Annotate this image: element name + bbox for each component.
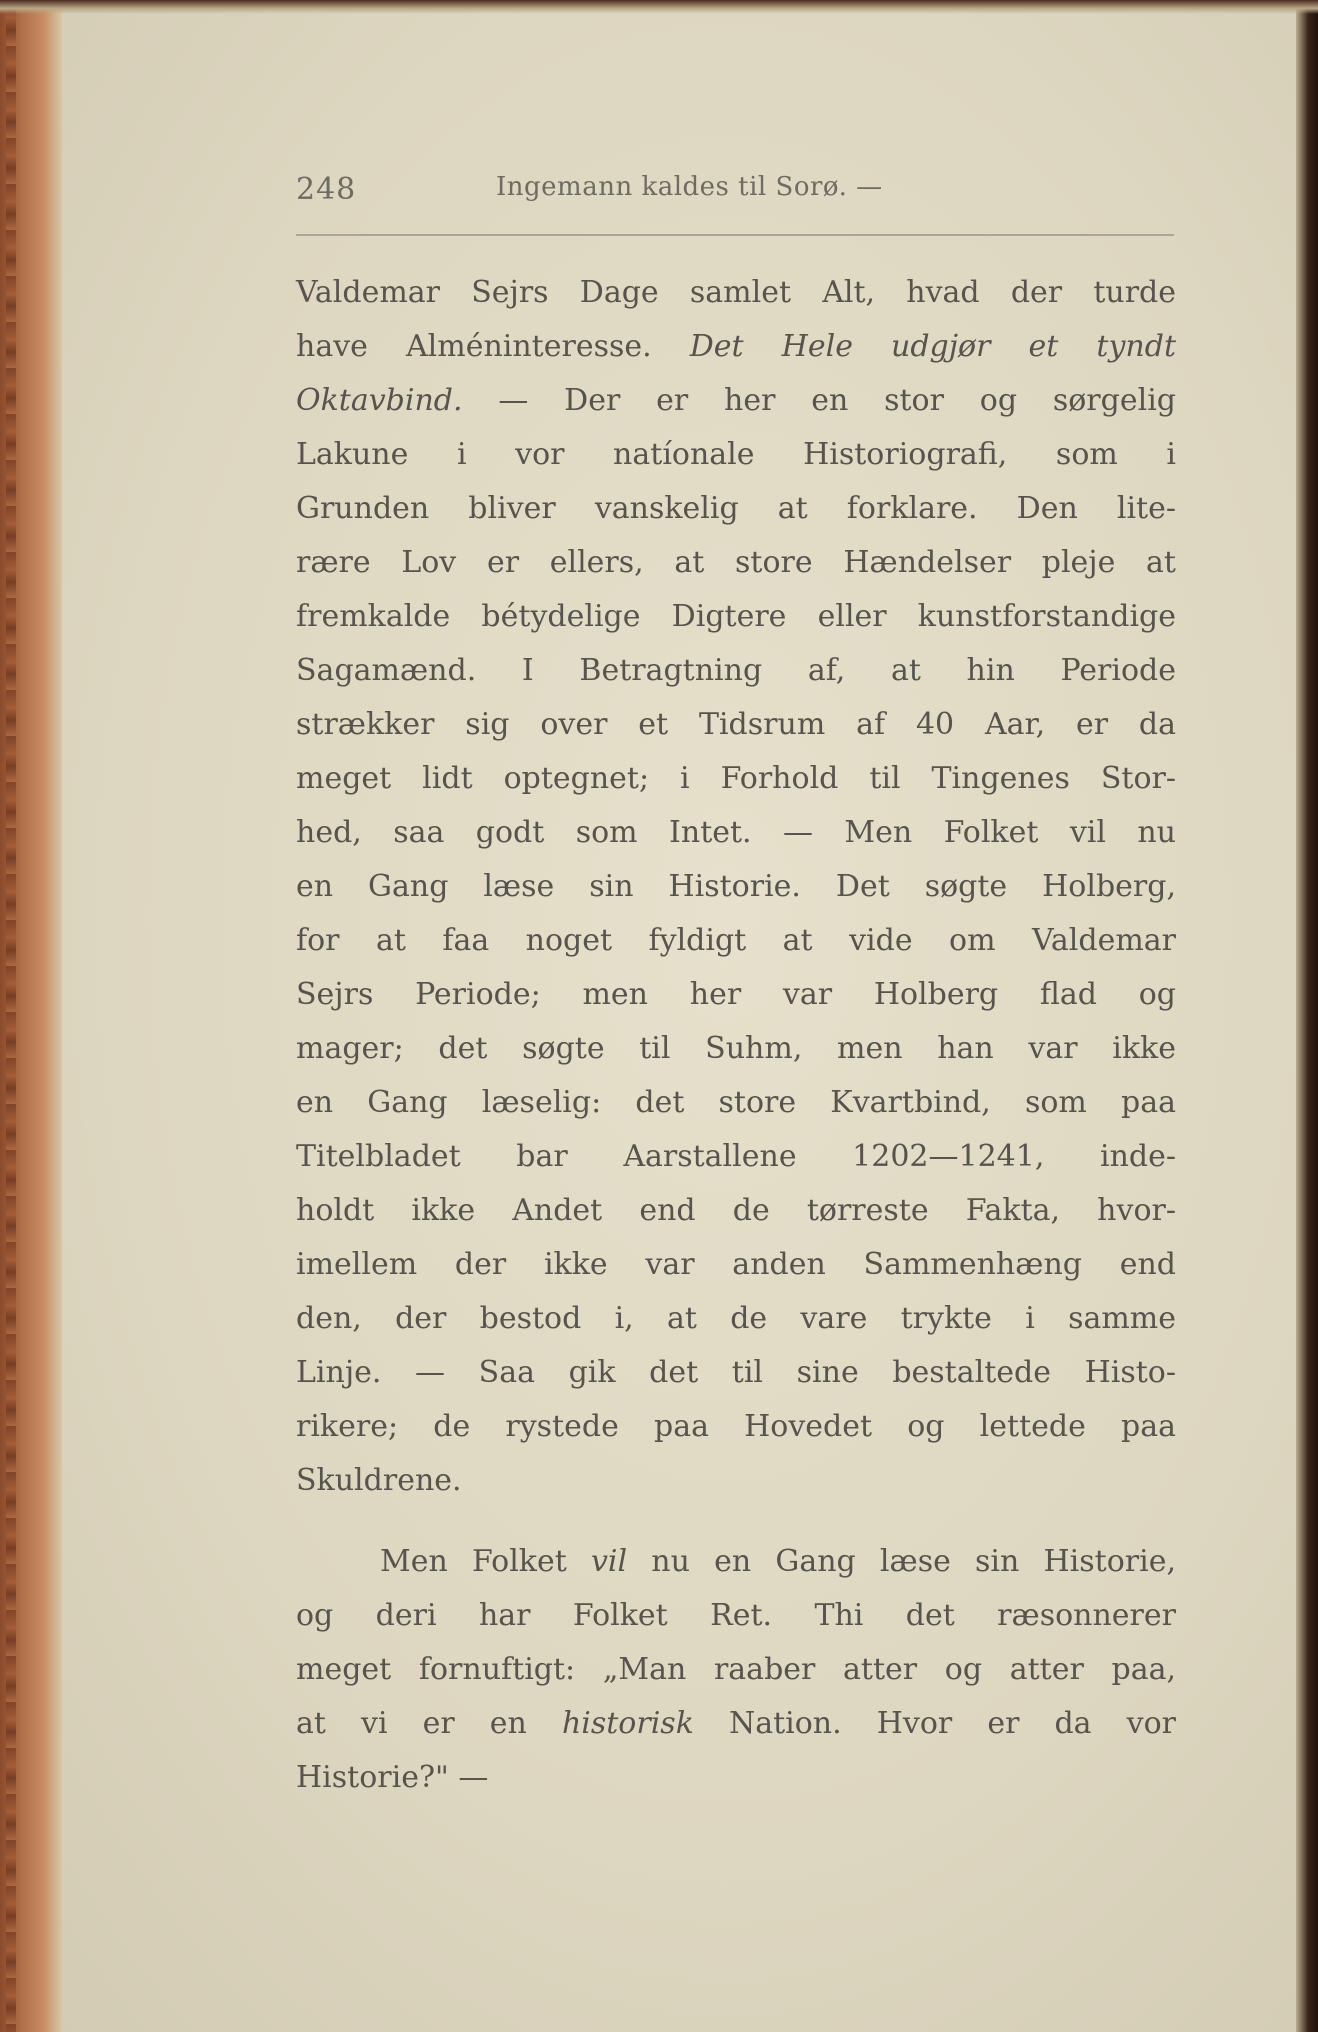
text-run: nu en Gang læse sin Historie, <box>627 1544 1177 1579</box>
text-run: Nation. Hvor er da vor <box>693 1706 1176 1741</box>
text-run: Lakune i vor natíonale Historiografi, som i <box>296 437 1176 472</box>
text-run: Sagamænd. I Betragtning af, at hin Periode <box>296 653 1176 688</box>
text-line <box>296 374 1176 428</box>
text-run: meget fornuftigt: „Man raaber atter og atter paa, <box>296 1652 1176 1687</box>
header-rule <box>296 234 1174 236</box>
text-run: imellem der ikke var anden Sammenhæng end <box>296 1247 1176 1282</box>
text-line <box>296 914 1176 968</box>
text-run: Linje. — Saa gik det til sine bestaltede Histo- <box>296 1355 1176 1390</box>
text-line <box>296 1400 1176 1454</box>
text-line <box>296 1697 1176 1751</box>
text-line <box>296 1643 1176 1697</box>
italic-run: Det Hele udgjør et tyndt <box>689 329 1176 364</box>
text-run: Historie?" — <box>296 1760 489 1795</box>
text-run: Men Folket <box>380 1544 591 1579</box>
italic-run: Oktavbind. <box>296 383 463 418</box>
text-line <box>296 1751 1176 1805</box>
body-text <box>296 266 1176 1805</box>
text-line <box>296 1589 1176 1643</box>
text-run: mager; det søgte til Suhm, men han var ikke <box>296 1031 1176 1066</box>
paragraph-2 <box>296 1535 1176 1805</box>
text-run: Titelbladet bar Aarstallene 1202—1241, inde- <box>296 1139 1176 1174</box>
text-line <box>296 320 1176 374</box>
running-title: Ingemann kaldes til Sorø. — <box>496 172 883 202</box>
text-line <box>296 1130 1176 1184</box>
italic-run: historisk <box>561 1706 694 1741</box>
text-line <box>296 482 1176 536</box>
text-line <box>296 1184 1176 1238</box>
text-line <box>296 698 1176 752</box>
text-run: for at faa noget fyldigt at vide om Valdemar <box>296 923 1176 958</box>
text-run: hed, saa godt som Intet. — Men Folket vil nu <box>296 815 1176 850</box>
text-line <box>296 1238 1176 1292</box>
text-run: en Gang læse sin Historie. Det søgte Holberg, <box>296 869 1176 904</box>
text-line <box>296 1454 1176 1508</box>
text-run: og deri har Folket Ret. Thi det ræsonnerer <box>296 1598 1176 1633</box>
text-run: den, der bestod i, at de vare trykte i samme <box>296 1301 1176 1336</box>
text-run: have Alméninteresse. <box>296 329 690 364</box>
text-run: rære Lov er ellers, at store Hændelser pleje at <box>296 545 1176 580</box>
text-run: Grunden bliver vanskelig at forklare. Den lite- <box>296 491 1176 526</box>
top-page-edge <box>0 0 1318 14</box>
right-page-edge <box>1296 0 1318 2032</box>
text-run: — Der er her en stor og sørgelig <box>462 383 1176 418</box>
text-run: Sejrs Periode; men her var Holberg flad og <box>296 977 1176 1012</box>
paragraph-gap <box>296 1508 1176 1535</box>
text-run: at vi er en <box>296 1706 562 1741</box>
text-line <box>296 590 1176 644</box>
text-line <box>296 266 1176 320</box>
text-run: rikere; de rystede paa Hovedet og lettede paa <box>296 1409 1176 1444</box>
text-line <box>296 1535 1176 1589</box>
text-line <box>296 752 1176 806</box>
text-run: en Gang læselig: det store Kvartbind, som paa <box>296 1085 1176 1120</box>
text-line <box>296 644 1176 698</box>
text-run: Valdemar Sejrs Dage samlet Alt, hvad der turde <box>296 275 1176 310</box>
italic-run: vil <box>590 1544 628 1579</box>
text-line <box>296 1292 1176 1346</box>
text-line <box>296 536 1176 590</box>
paragraph-1 <box>296 266 1176 1508</box>
text-line <box>296 806 1176 860</box>
text-line <box>296 968 1176 1022</box>
text-run: holdt ikke Andet end de tørreste Fakta, hvor- <box>296 1193 1176 1228</box>
text-run: Skuldrene. <box>296 1463 462 1498</box>
page-header <box>296 168 1176 212</box>
text-run: strækker sig over et Tidsrum af 40 Aar, er da <box>296 707 1176 742</box>
page-number: 248 <box>296 172 357 207</box>
text-line <box>296 1076 1176 1130</box>
text-line <box>296 1022 1176 1076</box>
text-line <box>296 428 1176 482</box>
text-run: meget lidt optegnet; i Forhold til Tingenes Stor- <box>296 761 1176 796</box>
text-line <box>296 1346 1176 1400</box>
text-run: fremkalde bétydelige Digtere eller kunstforstandige <box>296 599 1176 634</box>
binding-edge <box>6 0 16 2032</box>
text-line <box>296 860 1176 914</box>
